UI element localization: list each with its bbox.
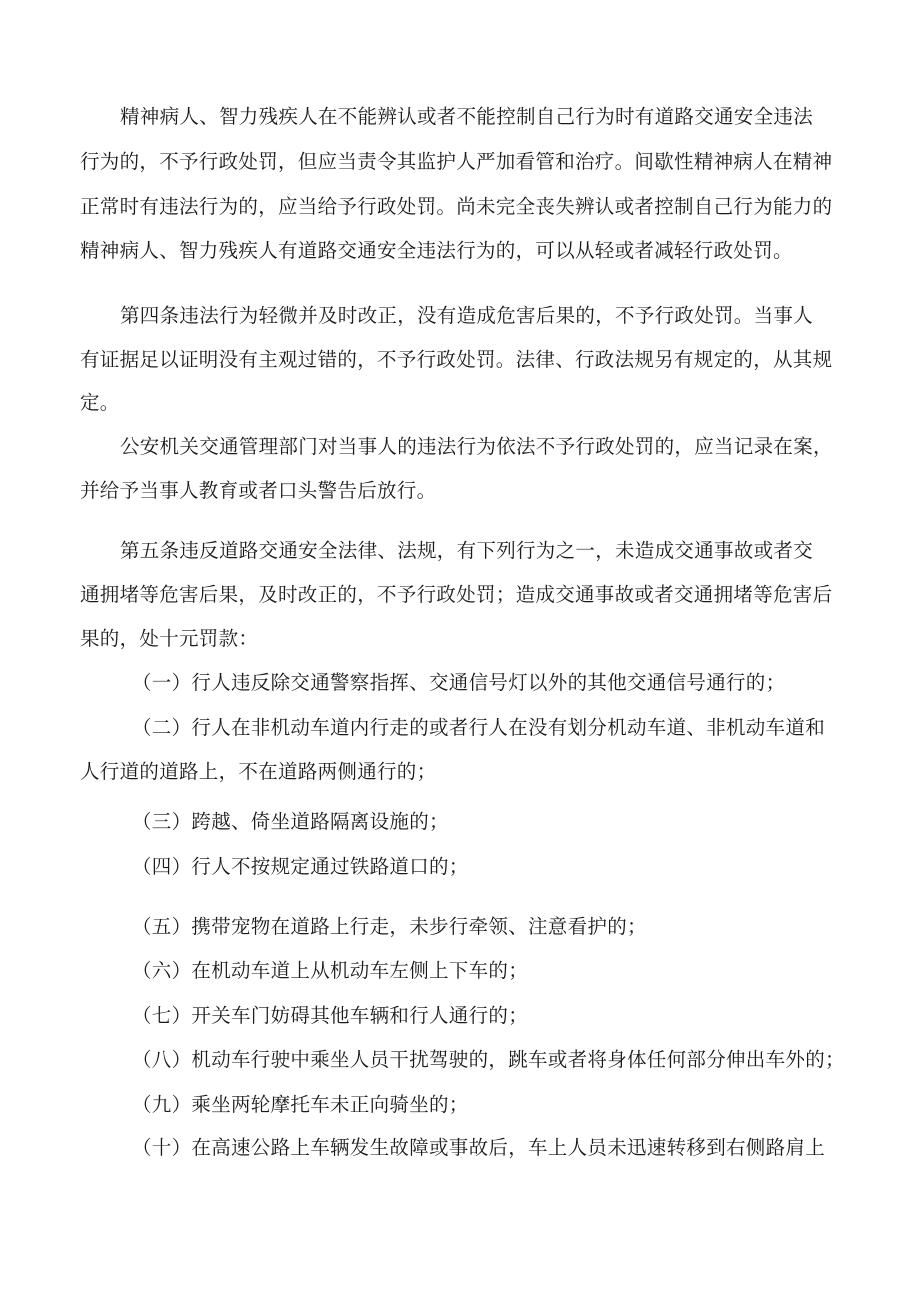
paragraph-3-line-2: 并给予当事人教育或者口头警告后放行。: [80, 479, 437, 502]
article-5-line-1: 第五条违反道路交通安全法律、法规，有下列行为之一，未造成交通事故或者交: [120, 539, 814, 562]
list-item-7: （七）开关车门妨碍其他车辆和行人通行的；: [132, 1004, 529, 1027]
list-item-8: （八）机动车行驶中乘坐人员干扰驾驶的，跳车或者将身体任何部分伸出车外的；: [132, 1048, 845, 1071]
list-item-2-line-2: 人行道的道路上，不在道路两侧通行的；: [80, 760, 437, 783]
paragraph-1-line-4: 精神病人、智力残疾人有道路交通安全违法行为的，可以从轻或者减轻行政处罚。: [80, 239, 793, 262]
list-item-3: （三）跨越、倚坐道路隔离设施的；: [132, 810, 449, 833]
paragraph-1-line-1: 精神病人、智力残疾人在不能辨认或者不能控制自己行为时有道路交通安全违法: [120, 105, 814, 128]
list-item-9: （九）乘坐两轮摩托车未正向骑坐的；: [132, 1093, 469, 1116]
paragraph-3-line-1: 公安机关交通管理部门对当事人的违法行为依法不予行政处罚的，应当记录在案，: [120, 435, 833, 458]
list-item-10-line-1: （十）在高速公路上车辆发生故障或事故后，车上人员未迅速转移到右侧路肩上: [132, 1136, 826, 1159]
list-item-2-line-1: （二）行人在非机动车道内行走的或者行人在没有划分机动车道、非机动车道和: [132, 716, 826, 739]
list-item-4: （四）行人不按规定通过铁路道口的；: [132, 855, 469, 878]
paragraph-1-line-2: 行为的，不予行政处罚，但应当责令其监护人严加看管和治疗。间歇性精神病人在精神: [80, 150, 833, 173]
list-item-5: （五）携带宠物在道路上行走，未步行牵领、注意看护的；: [132, 915, 647, 938]
article-4-line-3: 定。: [80, 391, 120, 414]
article-4-line-1: 第四条违法行为轻微并及时改正，没有造成危害后果的，不予行政处罚。当事人: [120, 304, 814, 327]
article-4-line-2: 有证据足以证明没有主观过错的，不予行政处罚。法律、行政法规另有规定的，从其规: [80, 348, 833, 371]
article-5-line-2: 通拥堵等危害后果，及时改正的，不予行政处罚；造成交通事故或者交通拥堵等危害后: [80, 583, 833, 606]
list-item-1: （一）行人违反除交通警察指挥、交通信号灯以外的其他交通信号通行的；: [132, 671, 786, 694]
article-5-line-3: 果的，处十元罚款：: [80, 627, 259, 650]
paragraph-1-line-3: 正常时有违法行为的，应当给予行政处罚。尚未完全丧失辨认或者控制自己行为能力的: [80, 195, 833, 218]
list-item-6: （六）在机动车道上从机动车左侧上下车的；: [132, 959, 529, 982]
